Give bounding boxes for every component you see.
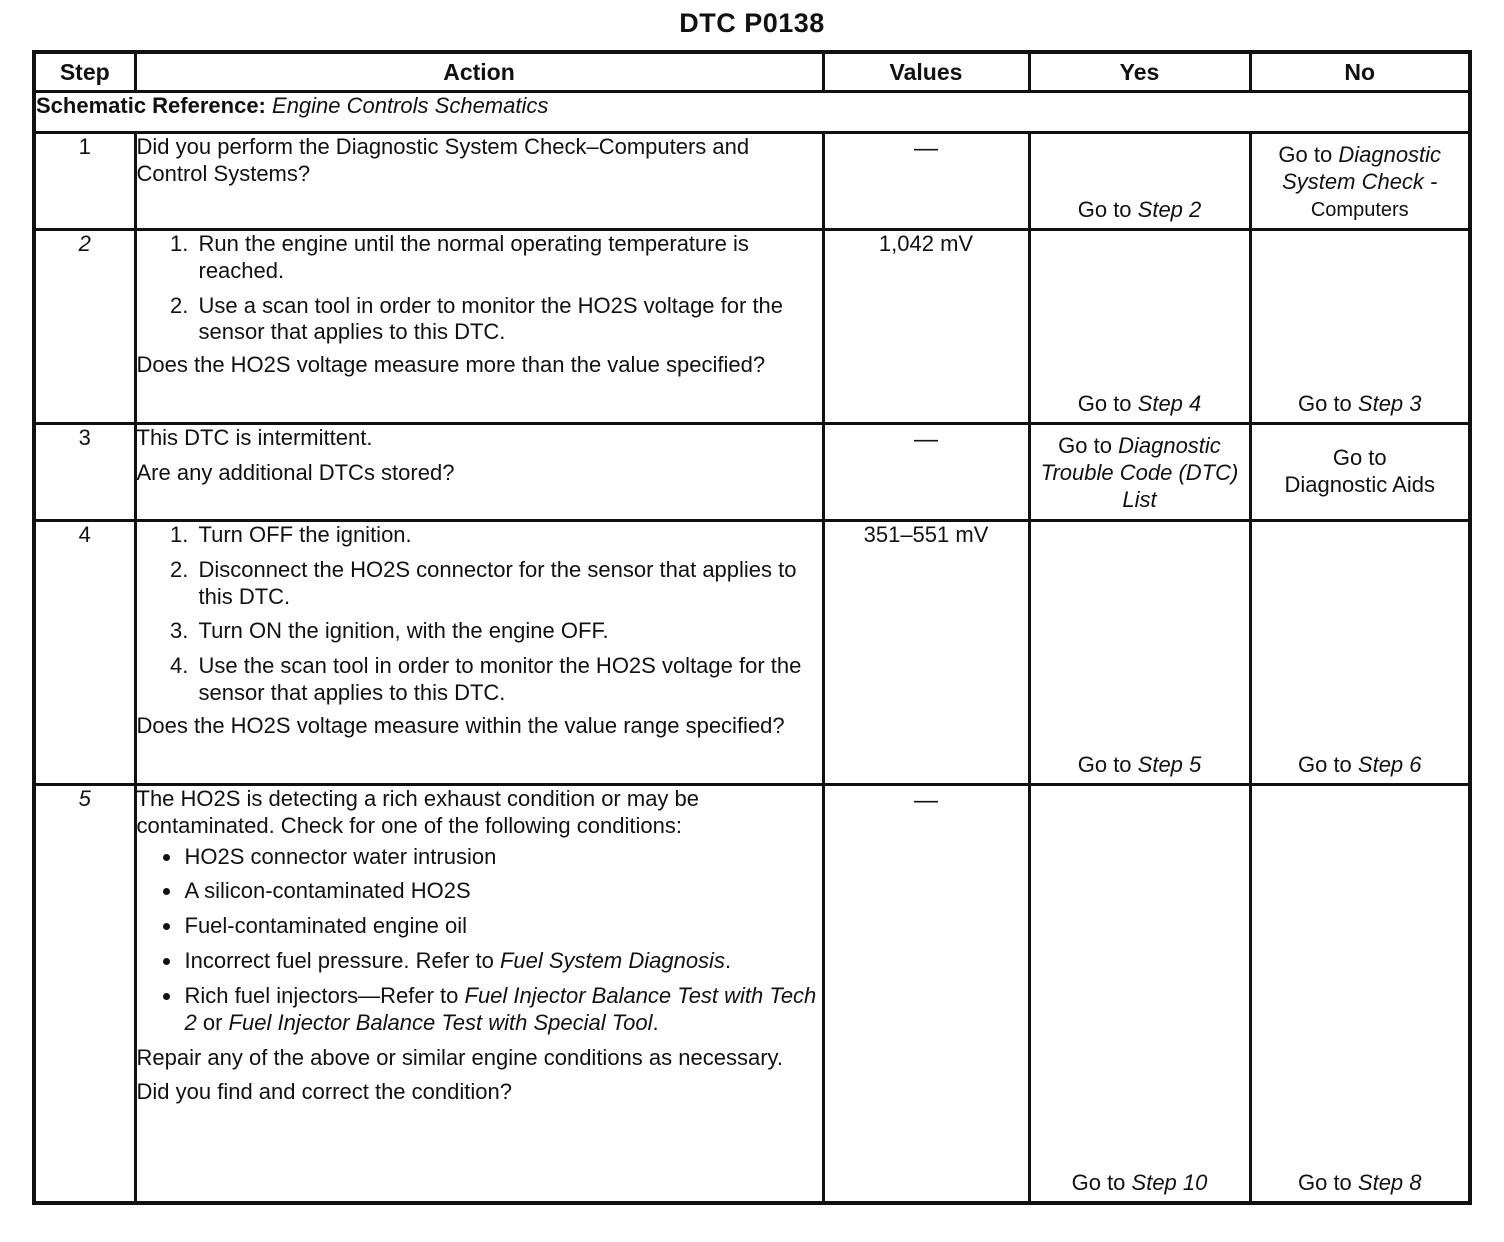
question-text: Does the HO2S voltage measure more than the value specified? — [136, 352, 766, 378]
action-cell — [135, 521, 823, 785]
header-no: No — [1250, 52, 1470, 92]
condition-list — [137, 844, 822, 1037]
reference-link[interactable]: Fuel Injector Balance Test with Special Tool — [228, 1009, 653, 1035]
goto-prefix: Go to — [1077, 752, 1138, 778]
yes-cell — [1029, 785, 1250, 1203]
value-text: — — [914, 787, 938, 814]
header-row — [34, 52, 1470, 92]
table-row — [34, 133, 1470, 230]
diagnostic-table — [32, 50, 1472, 1205]
yes-cell — [1029, 230, 1250, 424]
action-cell — [135, 785, 823, 1203]
goto-link[interactable]: Diagnostic System Check - — [1282, 142, 1442, 194]
no-cell — [1250, 521, 1470, 785]
yes-goto[interactable] — [1031, 433, 1249, 513]
goto-link[interactable]: Step 4 — [1137, 391, 1202, 417]
no-goto[interactable] — [1252, 142, 1469, 222]
goto-prefix: Go to — [1297, 391, 1358, 417]
goto-link[interactable]: Step 8 — [1357, 1169, 1422, 1195]
bullet-text: . — [724, 948, 732, 974]
list-item: 1. Turn OFF the ignition. — [195, 522, 822, 549]
step-number: 4 — [34, 521, 135, 785]
goto-link[interactable]: Step 5 — [1137, 752, 1202, 778]
bullet-text: or — [196, 1009, 229, 1035]
no-goto[interactable]: Go to Diagnostic Aids — [1284, 445, 1435, 497]
step-number: 2 — [34, 230, 135, 424]
schematic-reference — [34, 92, 1470, 133]
yes-goto[interactable] — [1031, 752, 1249, 779]
goto-prefix: Go to — [1297, 1169, 1358, 1195]
no-goto[interactable] — [1252, 391, 1469, 418]
reference-link[interactable]: Fuel Injector Balance Test with Tech 2 — [184, 982, 817, 1035]
value-cell — [823, 521, 1029, 785]
value-text: 351–551 mV — [863, 522, 989, 547]
yes-cell — [1029, 133, 1250, 230]
list-item: 1. Run the engine until the normal operating temperature is reached. — [195, 231, 822, 285]
value-cell — [823, 230, 1029, 424]
value-cell — [823, 785, 1029, 1203]
action-cell — [135, 230, 823, 424]
yes-goto[interactable] — [1031, 391, 1249, 418]
yes-goto[interactable] — [1031, 197, 1249, 224]
list-item — [183, 983, 822, 1037]
step-number: 1 — [34, 133, 135, 230]
yes-cell — [1029, 521, 1250, 785]
header-step: Step — [34, 52, 135, 92]
value-text: 1,042 mV — [878, 231, 974, 256]
step-number: 3 — [34, 424, 135, 521]
value-text: — — [914, 135, 938, 162]
value-text: — — [914, 426, 938, 453]
table-row — [34, 230, 1470, 424]
goto-prefix: Go to — [1278, 142, 1339, 167]
goto-prefix: Go to — [1077, 197, 1138, 223]
goto-link[interactable]: Step 2 — [1137, 197, 1202, 223]
no-goto[interactable] — [1252, 752, 1469, 779]
list-item: • HO2S connector water intrusion — [183, 844, 822, 871]
schematic-label: Schematic Reference: — [36, 93, 266, 118]
list-item: 3. Turn ON the ignition, with the engine OFF. — [195, 618, 822, 645]
bullet-text: Incorrect fuel pressure. Refer to — [184, 948, 500, 974]
list-item: • Fuel-contaminated engine oil — [183, 913, 822, 940]
procedure-list — [137, 231, 822, 346]
repair-text: Repair any of the above or similar engine conditions as necessary. — [136, 1044, 783, 1070]
action-cell — [135, 424, 823, 521]
question-text: Are any additional DTCs stored? — [136, 459, 455, 485]
procedure-list — [137, 522, 822, 707]
no-cell — [1250, 424, 1470, 521]
goto-link[interactable]: Step 6 — [1357, 752, 1422, 778]
bullet-text: Rich fuel injectors—Refer to — [184, 982, 465, 1008]
no-cell — [1250, 785, 1470, 1203]
table-row — [34, 424, 1470, 521]
no-cell — [1250, 133, 1470, 230]
goto-link[interactable]: Step 3 — [1357, 391, 1422, 417]
no-cell — [1250, 230, 1470, 424]
goto-prefix: Go to — [1297, 752, 1358, 778]
list-item: 2. Disconnect the HO2S connector for the sensor that applies to this DTC. — [195, 557, 822, 611]
list-item: • A silicon-contaminated HO2S — [183, 878, 822, 905]
yes-goto[interactable] — [1031, 1170, 1249, 1197]
list-item — [183, 948, 822, 975]
yes-cell — [1029, 424, 1250, 521]
no-goto[interactable] — [1252, 1170, 1469, 1197]
list-item: 2. Use a scan tool in order to monitor the HO2S voltage for the sensor that applies to this DTC. — [195, 293, 822, 347]
action-cell — [135, 133, 823, 230]
value-cell — [823, 424, 1029, 521]
goto-prefix: Go to — [1077, 391, 1138, 417]
goto-link[interactable]: Step 10 — [1131, 1169, 1208, 1195]
action-text: This DTC is intermittent. — [136, 425, 373, 450]
goto-link[interactable]: Diagnostic Trouble Code (DTC) List — [1040, 433, 1239, 512]
page-title: DTC P0138 — [679, 8, 825, 38]
question-text: Does the HO2S voltage measure within the value range specified? — [136, 712, 785, 738]
value-cell — [823, 133, 1029, 230]
schematic-link[interactable]: Engine Controls Schematics — [272, 93, 549, 118]
question-text: Did you find and correct the condition? — [136, 1079, 512, 1105]
reference-link[interactable]: Fuel System Diagnosis — [499, 948, 725, 974]
goto-prefix: Go to — [1071, 1169, 1132, 1195]
list-item: 4. Use the scan tool in order to monitor the HO2S voltage for the sensor that applies to this DTC. — [195, 653, 822, 707]
goto-prefix: Go to — [1058, 433, 1119, 458]
goto-suffix: Computers — [1310, 198, 1409, 221]
action-text: Did you perform the Diagnostic System Check–Computers and Control Systems? — [136, 134, 750, 186]
table-row — [34, 785, 1470, 1203]
header-action: Action — [135, 52, 823, 92]
header-yes: Yes — [1029, 52, 1250, 92]
table-row — [34, 521, 1470, 785]
bullet-text: . — [652, 1009, 659, 1035]
intro-text: The HO2S is detecting a rich exhaust condition or may be contaminated. Check for one of the following conditions: — [136, 786, 700, 838]
schematic-reference-row — [34, 92, 1470, 133]
step-number: 5 — [34, 785, 135, 1203]
header-values: Values — [823, 52, 1029, 92]
